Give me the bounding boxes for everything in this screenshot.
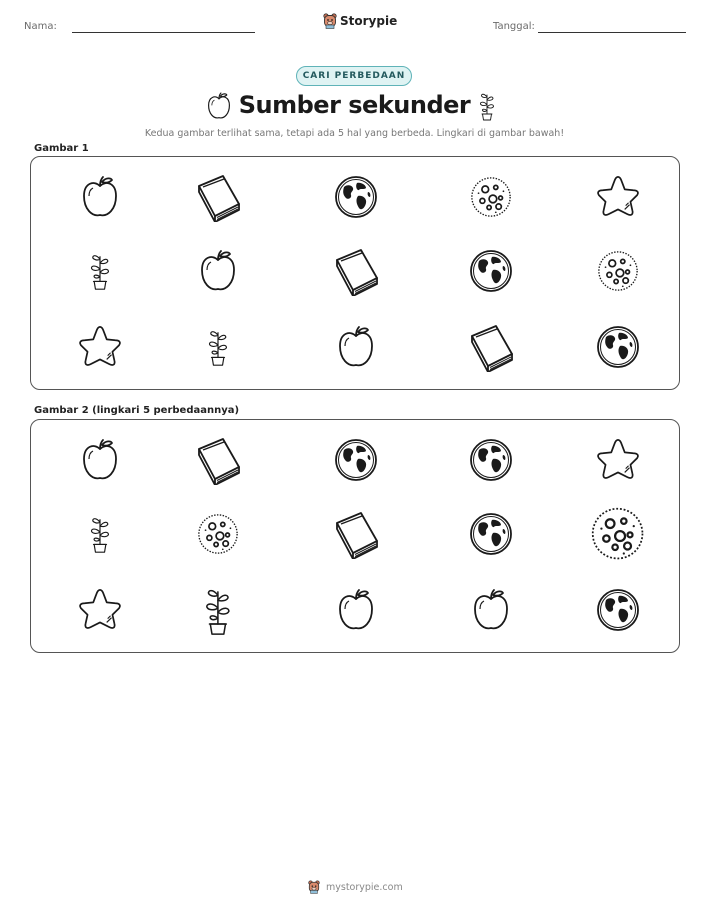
book-icon xyxy=(193,172,243,222)
name-label: Nama: xyxy=(24,21,57,32)
picture2-item[interactable] xyxy=(65,580,135,640)
book-icon xyxy=(193,435,243,485)
picture1-item xyxy=(583,241,653,301)
apple-icon xyxy=(80,437,120,483)
apple-icon xyxy=(336,324,376,370)
brand-logo xyxy=(323,13,397,29)
star-icon xyxy=(594,437,642,483)
picture1-label: Gambar 1 xyxy=(34,143,89,154)
star-icon xyxy=(594,174,642,220)
moon-icon xyxy=(589,505,646,562)
page-title: Sumber sekunder xyxy=(238,91,471,119)
apple-icon xyxy=(336,587,376,633)
picture2-item[interactable] xyxy=(183,504,253,564)
picture1-item xyxy=(65,241,135,301)
picture2-item[interactable] xyxy=(321,430,391,490)
picture2-item[interactable] xyxy=(456,580,526,640)
picture1-item xyxy=(583,317,653,377)
picture2-item[interactable] xyxy=(456,430,526,490)
globe-icon xyxy=(468,511,514,557)
plant-icon xyxy=(87,509,113,559)
activity-badge: CARI PERBEDAAN xyxy=(296,66,412,86)
picture1-item xyxy=(65,317,135,377)
picture1-item xyxy=(65,167,135,227)
book-icon xyxy=(466,322,516,372)
date-field[interactable] xyxy=(538,32,686,33)
apple-icon xyxy=(471,587,511,633)
picture2-item[interactable] xyxy=(65,430,135,490)
picture2-item[interactable] xyxy=(456,504,526,564)
moon-icon xyxy=(596,249,640,293)
picture2-item[interactable] xyxy=(321,580,391,640)
picture1-item xyxy=(456,317,526,377)
picture1-item xyxy=(183,241,253,301)
book-icon xyxy=(331,246,381,296)
picture1-item xyxy=(583,167,653,227)
picture1-item xyxy=(456,167,526,227)
instructions: Kedua gambar terlihat sama, tetapi ada 5 hal yang berbeda. Lingkari di gambar bawah! xyxy=(144,128,565,139)
bear-mascot-icon xyxy=(308,880,320,894)
globe-icon xyxy=(595,587,641,633)
picture2-panel[interactable] xyxy=(30,419,680,653)
picture1-item xyxy=(321,241,391,301)
globe-icon xyxy=(333,174,379,220)
globe-icon xyxy=(595,324,641,370)
picture1-panel xyxy=(30,156,680,390)
footer-url[interactable]: mystorypie.com xyxy=(326,881,403,893)
star-icon xyxy=(76,587,124,633)
picture2-item[interactable] xyxy=(183,430,253,490)
book-icon xyxy=(331,509,381,559)
picture2-item[interactable] xyxy=(65,504,135,564)
picture1-item xyxy=(183,317,253,377)
brand-name: Storypie xyxy=(340,14,398,28)
name-field[interactable] xyxy=(72,32,255,33)
date-label: Tanggal: xyxy=(493,21,535,32)
apple-icon xyxy=(198,248,238,294)
moon-icon xyxy=(469,175,513,219)
picture2-label: Gambar 2 (lingkari 5 perbedaannya) xyxy=(34,405,240,416)
picture1-item xyxy=(183,167,253,227)
plant-icon xyxy=(201,578,235,643)
picture1-item xyxy=(321,317,391,377)
star-icon xyxy=(76,324,124,370)
picture1-item xyxy=(456,241,526,301)
plant-icon xyxy=(87,246,113,296)
globe-icon xyxy=(468,437,514,483)
picture2-item[interactable] xyxy=(583,580,653,640)
apple-icon xyxy=(80,174,120,220)
plant-icon xyxy=(477,89,497,123)
picture2-item[interactable] xyxy=(583,430,653,490)
moon-icon xyxy=(196,512,240,556)
picture1-item xyxy=(321,167,391,227)
globe-icon xyxy=(333,437,379,483)
plant-icon xyxy=(205,322,231,372)
footer xyxy=(308,880,403,894)
globe-icon xyxy=(468,248,514,294)
bear-mascot-icon xyxy=(323,13,337,29)
picture2-item[interactable] xyxy=(583,504,653,564)
picture2-item[interactable] xyxy=(183,580,253,640)
picture2-item[interactable] xyxy=(321,504,391,564)
